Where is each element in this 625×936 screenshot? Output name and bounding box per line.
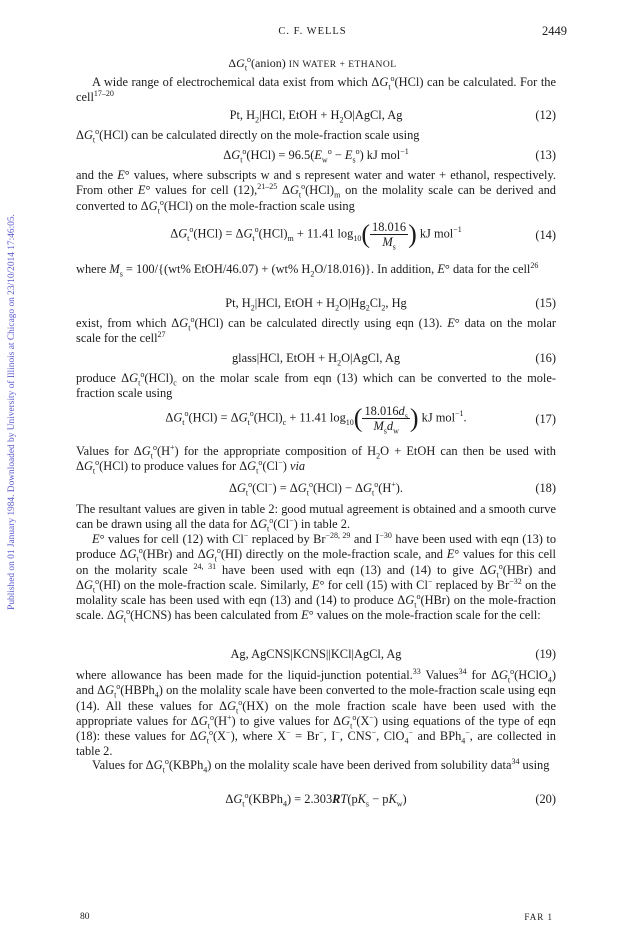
equation-15: Pt, $H_2|HCl$, EtOH + $H_2O|Hg_2Cl_2$, Hg (15)	[225, 296, 556, 313]
paragraph-8: The resultant values are given in table 2: good mutual agreement is obtained and a smooth curve can be drawn using all the data for $\Delta G_t^o(Cl^-)$ in table 2.	[76, 502, 556, 534]
equation-number: (18)	[535, 481, 556, 495]
equation-number: (19)	[535, 647, 556, 661]
equation-number: (16)	[535, 351, 556, 365]
paragraph-11: Values for $\Delta G_t^o(KBPh_4)$ on the molality scale have been derived from solubility data$^{34}$ using	[92, 756, 550, 775]
paragraph-3: and the E° values, where subscripts w and s represent water and water + ethanol, respectively. From other E° values for cell (12),$^{21-25}$ $\Delta G_t^o(HCl)_m$ on the molality scale can be derived and converted to $\Delta G_t^o(HCl)$ on the mole-fraction scale using	[76, 168, 556, 216]
equation-13: $\Delta G_t^o(HCl) = 96.5(E_w^o - E_s^o)$ kJ mol$^{-1}$ (13)	[223, 146, 556, 165]
page-number: 2449	[542, 24, 567, 38]
equation-12: Pt, $H_2|HCl$, EtOH + $H_2O|AgCl$, Ag (12)	[229, 108, 556, 125]
paragraph-7: Values for $\Delta G_t^o(H^+)$ for the appropriate composition of $H_2O$ + EtOH can then be used with $\Delta G_t^o(HCl)$ to produce values for $\Delta G_t^o(Cl^-)$ via	[76, 442, 556, 476]
paragraph-5: exist, from which $\Delta G_t^o(HCl)$ can be calculated directly using eqn (13). E° data on the molar scale for the cell$^{27}$	[76, 314, 556, 346]
section-heading: $\Delta G_t^o(anion)$ IN WATER + ETHANOL	[228, 55, 397, 73]
equation-17: $\Delta G_t^o(HCl) = \Delta G_t^o(HCl)_c + 11.41$ $\log_{10}$( $\frac{18.016d_s}{M_sd_w}$ ) kJ mol$^{-1}$. (17)	[165, 403, 556, 436]
paragraph-10: where allowance has been made for the liquid-junction potential.$^{33}$ Values$^{34}$ for $\Delta G_t^o(HClO_4)$ and $\Delta G_t^o(HBPh_4)$ on the molality scale have been converted to the mole-fraction scale using eqn (14). All these values for $\Delta G_t^o(HX)$ on the mole fraction scale have been used with the appropriate values for $\Delta G_t^o(H^+)$ to give values for $\Delta G_t^o(X^-)$ using equations of the type of eqn (18): these values for $\Delta G_t^o(X^-)$, where X− = Br−, I−, CNS−, ClO$_4$− and BPh$_4$−, are collected in table 2.	[76, 666, 557, 759]
watermark-text: Published on 01 January 1984. Downloaded by University of Illinois at Chicago on 23/10/2014 17:46:05.	[7, 214, 17, 610]
equation-number: (15)	[535, 296, 556, 310]
equation-19: Ag, AgCNS|KCNS||KCl|AgCl, Ag (19)	[230, 647, 556, 661]
equation-16: glass|HCl, EtOH + $H_2O|AgCl$, Ag (16)	[231, 351, 556, 368]
equation-number: (20)	[535, 792, 556, 806]
equation-number: (12)	[535, 108, 556, 122]
equation-number: (13)	[535, 148, 556, 162]
footer-signature: FAR 1	[524, 912, 553, 922]
equation-20: $\Delta G_t^o(KBPh_4) = 2.303RT(pK_s - pK_w)$ (20)	[225, 790, 556, 809]
equation-number: (17)	[535, 412, 556, 426]
paragraph-9: E° values for cell (12) with Cl− replaced by $Br^{-28, 29}$ and $I^{-30}$ have been used with eqn (13) to produce $\Delta G_t^o(HBr)$ and $\Delta G_t^o(HI)$ directly on the mole-fraction scale, and E° values for this cell on the molarity scale $^{24, 31}$ have been used with eqn (13) and (14) to give $\Delta G_t^o(HBr)$ and $\Delta G_t^o(HI)$ on the mole-fraction scale. Similarly, E° for cell (15) with Cl− replaced by $Br^{-32}$ on the molality scale has been used with eqn (13) and (14) to produce $\Delta G_t^o(HBr)$ on the mole-fraction scale. $\Delta G_t^o(HCNS)$ has been calculated from E° values on the mole-fraction scale for the cell:	[76, 530, 557, 625]
download-watermark	[4, 132, 20, 692]
footer-number: 80	[80, 912, 90, 922]
equation-18: $\Delta G_t^o(Cl^-) = \Delta G_t^o(HCl) - \Delta G_t^o(H^+)$. (18)	[228, 479, 556, 498]
running-head: C. F. WELLS	[278, 26, 347, 37]
paragraph-2: $\Delta G_t^o(HCl)$ can be calculated directly on the mole-fraction scale using	[76, 126, 420, 145]
paragraph-1: A wide range of electrochemical data exist from which $\Delta G_t^o(HCl)$ can be calculated. For the cell$^{17-20}$	[76, 73, 556, 105]
paragraph-4: where $M_s = 100/\{(wt\%$ EtOH/46.07) + (wt% $H_2O/18.016$)}. In addition, E° data for the cell$^{26}$	[76, 260, 539, 279]
equation-number: (14)	[535, 228, 556, 242]
paragraph-6: produce $\Delta G_t^o(HCl)_c$ on the molar scale from eqn (13) which can be converted to the mole-fraction scale using	[76, 369, 556, 401]
equation-14: $\Delta G_t^o(HCl) = \Delta G_t^o(HCl)_m + 11.41$ $\log_{10}$( $\frac{18.016}{M_s}$ ) kJ mol$^{-1}$ (14)	[170, 219, 556, 252]
